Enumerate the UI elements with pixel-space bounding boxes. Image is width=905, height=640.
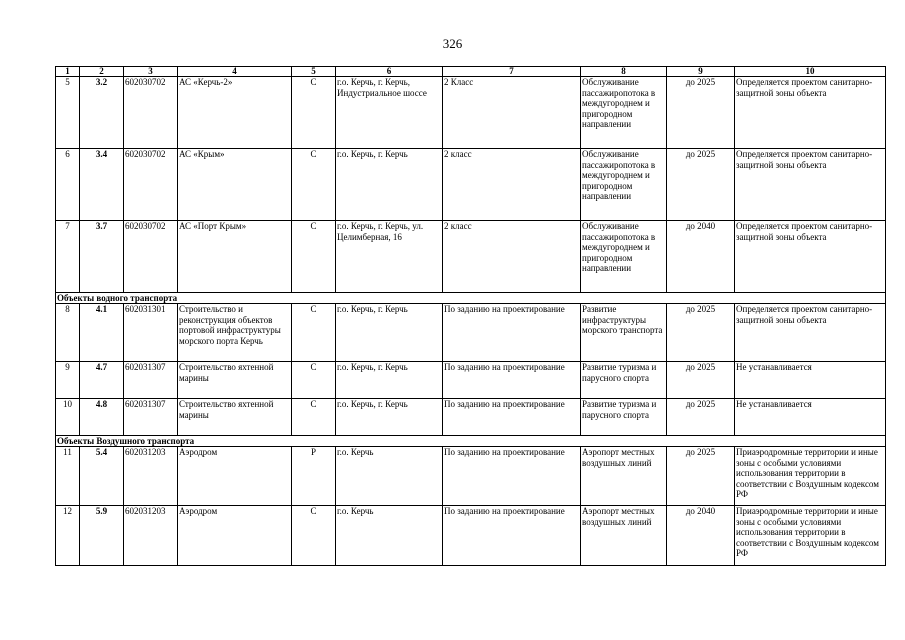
object-code: 4.1 [80, 304, 124, 362]
object-code: 3.2 [80, 77, 124, 149]
object-status: С [292, 399, 336, 436]
object-name: Строительство и реконструкция объектов портовой инфраструктуры морского порта Керчь [178, 304, 292, 362]
object-name: АС «Порт Крым» [178, 221, 292, 293]
table-header-row [56, 67, 886, 77]
okato-code: 602031203 [124, 506, 178, 566]
row-number: 7 [56, 221, 80, 293]
object-code: 5.4 [80, 447, 124, 506]
object-status: С [292, 304, 336, 362]
object-characteristics: 2 класс [443, 149, 581, 221]
object-characteristics: По заданию на проектирование [443, 399, 581, 436]
header-cell: 4 [178, 67, 292, 77]
section-title: Объекты водного транспорта [56, 293, 886, 304]
object-status: Р [292, 447, 336, 506]
object-name: Строительство яхтенной марины [178, 362, 292, 399]
table-row [56, 149, 886, 221]
object-characteristics: По заданию на проектирование [443, 447, 581, 506]
table-row [56, 362, 886, 399]
object-characteristics: 2 класс [443, 221, 581, 293]
header-cell: 3 [124, 67, 178, 77]
row-number: 12 [56, 506, 80, 566]
object-purpose: Развитие туризма и парусного спорта [581, 362, 667, 399]
object-code: 5.9 [80, 506, 124, 566]
object-purpose: Обслуживание пассажиропотока в междугороднем и пригородном направлении [581, 149, 667, 221]
header-cell: 7 [443, 67, 581, 77]
object-status: С [292, 77, 336, 149]
page-number: 326 [442, 36, 463, 51]
object-location: г.о. Керчь [336, 447, 443, 506]
row-number: 8 [56, 304, 80, 362]
object-name: Аэродром [178, 447, 292, 506]
object-code: 4.8 [80, 399, 124, 436]
implementation-term: до 2040 [667, 221, 735, 293]
implementation-term: до 2025 [667, 447, 735, 506]
object-characteristics: 2 Класс [443, 77, 581, 149]
object-location: г.о. Керчь, г. Керчь, Индустриальное шоссе [336, 77, 443, 149]
okato-code: 602031203 [124, 447, 178, 506]
object-purpose: Обслуживание пассажиропотока в междугороднем и пригородном направлении [581, 77, 667, 149]
object-characteristics: По заданию на проектирование [443, 304, 581, 362]
zone-restrictions: Определяется проектом санитарно-защитной зоны объекта [735, 149, 886, 221]
row-number: 5 [56, 77, 80, 149]
okato-code: 602030702 [124, 77, 178, 149]
okato-code: 602031301 [124, 304, 178, 362]
section-header-row [56, 293, 886, 304]
object-name: Аэродром [178, 506, 292, 566]
okato-code: 602030702 [124, 221, 178, 293]
zone-restrictions: Приаэродромные территории и иные зоны с особыми условиями использования территории в соответствии с Воздушным кодексом РФ [735, 447, 886, 506]
object-code: 3.7 [80, 221, 124, 293]
object-location: г.о. Керчь, г. Керчь [336, 399, 443, 436]
object-code: 4.7 [80, 362, 124, 399]
object-name: АС «Керчь-2» [178, 77, 292, 149]
object-purpose: Аэропорт местных воздушных линий [581, 506, 667, 566]
table-row [56, 77, 886, 149]
zone-restrictions: Определяется проектом санитарно-защитной зоны объекта [735, 304, 886, 362]
object-characteristics: По заданию на проектирование [443, 362, 581, 399]
object-status: С [292, 149, 336, 221]
object-characteristics: По заданию на проектирование [443, 506, 581, 566]
implementation-term: до 2025 [667, 399, 735, 436]
header-cell: 5 [292, 67, 336, 77]
table-row [56, 221, 886, 293]
section-title: Объекты Воздушного транспорта [56, 436, 886, 447]
table-row [56, 399, 886, 436]
object-purpose: Развитие туризма и парусного спорта [581, 399, 667, 436]
zone-restrictions: Приаэродромные территории и иные зоны с особыми условиями использования территории в соответствии с Воздушным кодексом РФ [735, 506, 886, 566]
row-number: 11 [56, 447, 80, 506]
zone-restrictions: Не устанавливается [735, 362, 886, 399]
object-purpose: Аэропорт местных воздушных линий [581, 447, 667, 506]
implementation-term: до 2025 [667, 149, 735, 221]
implementation-term: до 2025 [667, 362, 735, 399]
object-name: Строительство яхтенной марины [178, 399, 292, 436]
implementation-term: до 2040 [667, 506, 735, 566]
table-row [56, 304, 886, 362]
object-location: г.о. Керчь [336, 506, 443, 566]
row-number: 10 [56, 399, 80, 436]
implementation-term: до 2025 [667, 304, 735, 362]
object-location: г.о. Керчь, г. Керчь [336, 362, 443, 399]
object-purpose: Развитие инфраструктуры морского транспорта [581, 304, 667, 362]
zone-restrictions: Определяется проектом санитарно-защитной зоны объекта [735, 77, 886, 149]
header-cell: 2 [80, 67, 124, 77]
header-cell: 1 [56, 67, 80, 77]
zone-restrictions: Определяется проектом санитарно-защитной зоны объекта [735, 221, 886, 293]
zone-restrictions: Не устанавливается [735, 399, 886, 436]
object-status: С [292, 506, 336, 566]
header-cell: 6 [336, 67, 443, 77]
object-purpose: Обслуживание пассажиропотока в междугороднем и пригородном направлении [581, 221, 667, 293]
object-status: С [292, 221, 336, 293]
object-code: 3.4 [80, 149, 124, 221]
object-location: г.о. Керчь, г. Керчь, ул. Целимберная, 16 [336, 221, 443, 293]
implementation-term: до 2025 [667, 77, 735, 149]
table-row [56, 447, 886, 506]
object-status: С [292, 362, 336, 399]
okato-code: 602031307 [124, 362, 178, 399]
table-row [56, 506, 886, 566]
objects-table [55, 66, 886, 566]
row-number: 9 [56, 362, 80, 399]
okato-code: 602031307 [124, 399, 178, 436]
object-location: г.о. Керчь, г. Керчь [336, 149, 443, 221]
header-cell: 9 [667, 67, 735, 77]
header-cell: 8 [581, 67, 667, 77]
object-location: г.о. Керчь, г. Керчь [336, 304, 443, 362]
row-number: 6 [56, 149, 80, 221]
section-header-row [56, 436, 886, 447]
okato-code: 602030702 [124, 149, 178, 221]
header-cell: 10 [735, 67, 886, 77]
object-name: АС «Крым» [178, 149, 292, 221]
